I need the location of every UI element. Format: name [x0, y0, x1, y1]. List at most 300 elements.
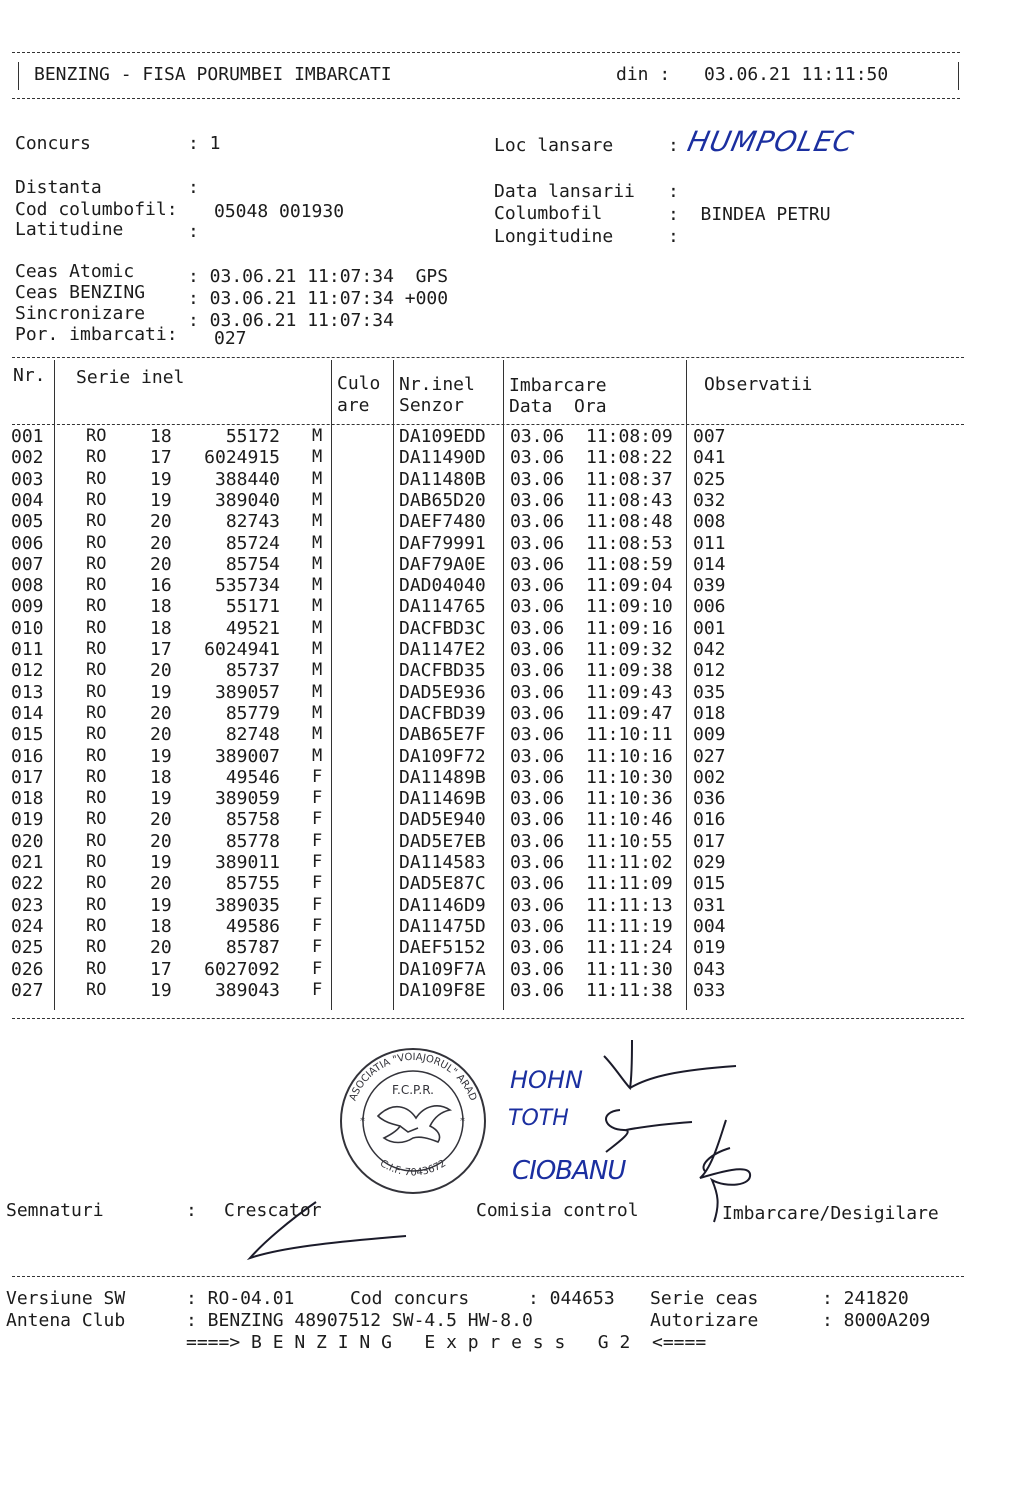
cell-num: 85755 — [225, 873, 280, 895]
table-row — [0, 513, 1024, 534]
table-row — [0, 939, 1024, 960]
cell-sex: F — [312, 830, 323, 851]
cell-tara: RO — [86, 468, 107, 489]
cell-ora: 11:11:09 — [586, 873, 673, 895]
cell-obs: 029 — [693, 852, 726, 873]
cell-ora: 11:11:38 — [586, 979, 673, 1001]
cell-an: 19 — [150, 894, 172, 916]
cell-data: 03.06 — [510, 596, 565, 618]
loc-lansare-colon: : — [668, 135, 679, 156]
table-row — [0, 428, 1024, 449]
cell-senzor: DA11480B — [399, 468, 486, 490]
cell-nr: 013 — [11, 681, 44, 703]
semnaturi-colon: : — [186, 1200, 197, 1221]
cell-nr: 001 — [11, 426, 44, 447]
loc-lansare-label: Loc lansare — [494, 135, 614, 156]
cell-nr: 010 — [11, 617, 44, 639]
cell-data: 03.06 — [510, 511, 565, 533]
cell-an: 18 — [150, 426, 172, 447]
cell-num: 389011 — [214, 852, 280, 873]
cell-num: 85778 — [225, 830, 280, 852]
cell-nr: 006 — [11, 532, 44, 554]
cell-ora: 11:10:30 — [586, 766, 673, 788]
cell-an: 20 — [150, 553, 172, 575]
serie-ceas-label: Serie ceas — [650, 1288, 759, 1309]
cell-num: 49546 — [225, 766, 280, 788]
cell-an: 20 — [150, 511, 172, 533]
cell-senzor: DAEF7480 — [399, 511, 486, 533]
cell-an: 19 — [150, 468, 172, 490]
cell-nr: 012 — [11, 660, 44, 682]
cell-obs: 031 — [693, 894, 726, 916]
cell-ora: 11:09:16 — [586, 617, 673, 639]
table-row — [0, 468, 1024, 492]
cell-tara: RO — [86, 447, 107, 468]
cell-tara: RO — [86, 894, 107, 915]
cell-nr: 024 — [11, 915, 44, 937]
cell-num: 85737 — [225, 660, 280, 682]
table-row — [0, 790, 1024, 811]
porumbei-imbarcati-label: Por. imbarcati: — [15, 324, 178, 345]
benzing-banner: ====> B E N Z I N G E x p r e s s G 2 <==== — [186, 1332, 707, 1353]
cell-nr: 018 — [11, 788, 44, 810]
data-lansarii-label: Data lansarii — [494, 181, 635, 202]
cell-an: 17 — [150, 447, 172, 469]
cell-an: 19 — [150, 852, 172, 873]
cell-num: 85779 — [225, 702, 280, 724]
cell-tara: RO — [86, 852, 107, 872]
cell-senzor: DA109EDD — [399, 426, 486, 447]
header-left-border — [18, 62, 19, 90]
table-row — [0, 915, 1024, 939]
cell-sex: F — [312, 979, 323, 1000]
cell-tara: RO — [86, 702, 107, 723]
cell-tara: RO — [86, 745, 107, 766]
cell-ora: 11:11:19 — [586, 915, 673, 937]
document-title: BENZING - FISA PORUMBEI IMBARCATI — [34, 64, 392, 85]
ceas-atomic-value: : 03.06.21 11:07:34 GPS — [188, 266, 449, 287]
cell-tara: RO — [86, 575, 107, 596]
cell-data: 03.06 — [510, 873, 565, 895]
cell-senzor: DA114765 — [399, 596, 486, 618]
cell-obs: 001 — [693, 617, 726, 639]
cell-senzor: DA1147E2 — [399, 639, 486, 660]
distanta-label: Distanta — [15, 177, 102, 198]
cell-tara: RO — [86, 809, 107, 830]
cell-tara: RO — [86, 788, 107, 809]
cell-ora: 11:09:32 — [586, 639, 673, 660]
cell-an: 17 — [150, 639, 172, 660]
cell-obs: 008 — [693, 511, 726, 533]
cell-data: 03.06 — [510, 617, 565, 639]
cell-sex: M — [312, 575, 323, 596]
cell-an: 16 — [150, 575, 172, 597]
stamp-bottom-text-path: C.I.F. 7043672 — [377, 1158, 449, 1179]
cell-data: 03.06 — [510, 575, 565, 597]
cell-data: 03.06 — [510, 468, 565, 490]
cell-tara: RO — [86, 511, 107, 532]
cell-sex: M — [312, 681, 323, 702]
cell-num: 49521 — [225, 617, 280, 639]
cell-nr: 016 — [11, 745, 44, 767]
cell-senzor: DAEF5152 — [399, 937, 486, 959]
cell-nr: 022 — [11, 873, 44, 895]
col-header-nr: Nr. — [13, 365, 46, 386]
cell-an: 19 — [150, 745, 172, 767]
semnatura-comisia: Comisia control — [476, 1200, 639, 1221]
col-header-nrinel-2: Senzor — [399, 395, 465, 416]
cell-tara: RO — [86, 639, 107, 659]
cell-data: 03.06 — [510, 809, 565, 831]
cell-senzor: DA109F72 — [399, 745, 486, 767]
cell-nr: 020 — [11, 830, 44, 852]
loc-lansare-handwritten: HUMPOLEC — [684, 125, 858, 158]
table-row — [0, 577, 1024, 598]
cell-data: 03.06 — [510, 426, 565, 447]
table-row — [0, 958, 1024, 982]
cell-num: 55171 — [225, 596, 280, 618]
cell-tara: RO — [86, 937, 107, 958]
cell-obs: 041 — [693, 447, 726, 469]
cell-ora: 11:10:46 — [586, 809, 673, 831]
table-row — [0, 598, 1024, 619]
cell-obs: 015 — [693, 873, 726, 895]
semnaturi-label: Semnaturi — [6, 1200, 104, 1221]
cell-obs: 016 — [693, 809, 726, 831]
table-row — [0, 726, 1024, 747]
cell-an: 19 — [150, 681, 172, 703]
cell-an: 20 — [150, 724, 172, 746]
signature-toth — [596, 1100, 696, 1160]
cell-data: 03.06 — [510, 702, 565, 724]
semnatura-crescator: Crescator — [224, 1200, 322, 1221]
cell-num: 82743 — [225, 511, 280, 533]
cell-num: 389043 — [214, 979, 280, 1001]
col-header-imbarcare-2: Data Ora — [509, 396, 607, 417]
print-date-label: din : — [616, 64, 671, 85]
cell-data: 03.06 — [510, 660, 565, 682]
print-date-value: 03.06.21 11:11:50 — [704, 64, 889, 85]
cell-senzor: DAD5E87C — [399, 873, 486, 895]
cell-ora: 11:08:43 — [586, 489, 673, 511]
cell-sex: M — [312, 596, 323, 617]
cell-tara: RO — [86, 489, 107, 510]
cell-obs: 042 — [693, 639, 726, 660]
sincronizare-label: Sincronizare — [15, 303, 146, 324]
cell-senzor: DA109F8E — [399, 979, 486, 1001]
cell-tara: RO — [86, 532, 107, 553]
cell-ora: 11:10:16 — [586, 745, 673, 767]
cell-data: 03.06 — [510, 745, 565, 767]
cell-an: 19 — [150, 788, 172, 810]
cell-tara: RO — [86, 617, 107, 638]
cell-sex: F — [312, 788, 323, 809]
cell-sex: M — [312, 532, 323, 553]
cell-num: 6024915 — [204, 447, 280, 469]
cell-data: 03.06 — [510, 724, 565, 746]
cell-tara: RO — [86, 979, 107, 1000]
cell-sex: F — [312, 958, 323, 979]
cell-sex: M — [312, 553, 323, 574]
cell-obs: 007 — [693, 426, 726, 447]
cell-an: 18 — [150, 766, 172, 788]
cell-tara: RO — [86, 958, 107, 979]
cell-tara: RO — [86, 766, 107, 787]
cell-ora: 11:08:53 — [586, 532, 673, 554]
cell-sex: F — [312, 852, 323, 872]
col-header-serie: Serie inel — [76, 367, 185, 388]
cell-num: 85724 — [225, 532, 280, 554]
cell-senzor: DAF79991 — [399, 532, 486, 554]
cell-nr: 015 — [11, 724, 44, 746]
cell-ora: 11:09:38 — [586, 660, 673, 682]
cell-data: 03.06 — [510, 852, 565, 873]
cell-nr: 004 — [11, 489, 44, 511]
cell-obs: 011 — [693, 532, 726, 554]
cell-ora: 11:08:59 — [586, 553, 673, 575]
cell-num: 49586 — [225, 915, 280, 937]
serie-ceas-value: : 241820 — [822, 1288, 909, 1309]
cell-num: 85754 — [225, 553, 280, 575]
header-top-border — [12, 52, 960, 53]
stamp-star-right: * — [460, 1116, 465, 1127]
cell-ora: 11:08:22 — [586, 447, 673, 469]
cell-nr: 009 — [11, 596, 44, 618]
cell-nr: 025 — [11, 937, 44, 959]
col-header-culoare-2: are — [337, 395, 370, 416]
col-header-observatii: Observatii — [704, 374, 813, 395]
cell-senzor: DAB65D20 — [399, 489, 486, 511]
cell-num: 85787 — [225, 937, 280, 959]
longitudine-label: Longitudine — [494, 226, 614, 247]
cell-obs: 035 — [693, 681, 726, 703]
cell-obs: 032 — [693, 489, 726, 511]
cell-an: 20 — [150, 660, 172, 682]
cell-sex: M — [312, 617, 323, 638]
cell-sex: M — [312, 511, 323, 532]
table-row — [0, 617, 1024, 641]
distanta-value: : — [188, 177, 199, 198]
cell-senzor: DAD5E7EB — [399, 830, 486, 852]
cell-data: 03.06 — [510, 489, 565, 511]
cell-senzor: DAD5E936 — [399, 681, 486, 703]
table-row — [0, 532, 1024, 556]
cell-an: 18 — [150, 596, 172, 618]
cell-sex: F — [312, 915, 323, 936]
cell-data: 03.06 — [510, 639, 565, 660]
cell-num: 535734 — [214, 575, 280, 597]
cell-tara: RO — [86, 724, 107, 745]
cell-sex: F — [312, 894, 323, 915]
cell-senzor: DAD5E940 — [399, 809, 486, 831]
cell-an: 20 — [150, 830, 172, 852]
cell-ora: 11:10:11 — [586, 724, 673, 746]
table-row — [0, 766, 1024, 790]
cell-obs: 018 — [693, 702, 726, 724]
versiune-sw-value: : RO-04.01 — [186, 1288, 295, 1309]
cell-nr: 019 — [11, 809, 44, 831]
cell-senzor: DAD04040 — [399, 575, 486, 597]
cell-ora: 11:09:10 — [586, 596, 673, 618]
cell-tara: RO — [86, 553, 107, 574]
cell-data: 03.06 — [510, 894, 565, 916]
cell-num: 82748 — [225, 724, 280, 746]
cell-obs: 009 — [693, 724, 726, 746]
cell-senzor: DACFBD39 — [399, 702, 486, 724]
cell-sex: M — [312, 447, 323, 468]
cell-nr: 026 — [11, 958, 44, 980]
cell-nr: 005 — [11, 511, 44, 533]
cell-data: 03.06 — [510, 979, 565, 1001]
table-row — [0, 830, 1024, 854]
cell-an: 20 — [150, 937, 172, 959]
cell-sex: F — [312, 766, 323, 787]
cell-sex: M — [312, 489, 323, 510]
cell-ora: 11:08:09 — [586, 426, 673, 447]
cell-data: 03.06 — [510, 830, 565, 852]
table-bottom-border — [12, 1018, 964, 1019]
cell-obs: 039 — [693, 575, 726, 597]
cell-data: 03.06 — [510, 788, 565, 810]
cell-nr: 003 — [11, 468, 44, 490]
autorizare-value: : 8000A209 — [822, 1310, 931, 1331]
cell-tara: RO — [86, 830, 107, 851]
ceas-benzing-value: : 03.06.21 11:07:34 +000 — [188, 288, 449, 309]
cod-concurs-value: : 044653 — [528, 1288, 615, 1309]
cell-obs: 014 — [693, 553, 726, 575]
cell-obs: 017 — [693, 830, 726, 852]
cell-ora: 11:11:02 — [586, 852, 673, 873]
cod-columbofil-label: Cod columbofil: — [15, 199, 178, 220]
cell-ora: 11:11:30 — [586, 958, 673, 980]
cell-sex: F — [312, 809, 323, 830]
cell-data: 03.06 — [510, 766, 565, 788]
table-row — [0, 489, 1024, 513]
cell-tara: RO — [86, 426, 107, 446]
cell-num: 389040 — [214, 489, 280, 511]
cell-num: 6024941 — [204, 639, 280, 660]
columbofil-value: : BINDEA PETRU — [668, 204, 831, 225]
antena-club-value: : BENZING 48907512 SW-4.5 HW-8.0 — [186, 1310, 533, 1331]
latitudine-value: : — [188, 221, 199, 242]
cell-ora: 11:11:24 — [586, 937, 673, 959]
cell-num: 389057 — [214, 681, 280, 703]
cell-sex: M — [312, 426, 323, 446]
cell-sex: M — [312, 702, 323, 723]
cell-num: 389059 — [214, 788, 280, 810]
sincronizare-value: : 03.06.21 11:07:34 — [188, 310, 394, 331]
cell-senzor: DAB65E7F — [399, 724, 486, 746]
cell-ora: 11:10:36 — [586, 788, 673, 810]
table-row — [0, 854, 1024, 875]
cell-an: 17 — [150, 958, 172, 980]
data-lansarii-value: : — [668, 181, 679, 202]
longitudine-value: : — [668, 226, 679, 247]
cell-sex: M — [312, 724, 323, 745]
cell-obs: 002 — [693, 766, 726, 788]
cell-senzor: DACFBD35 — [399, 660, 486, 682]
cell-senzor: DA1146D9 — [399, 894, 486, 916]
cell-an: 20 — [150, 809, 172, 831]
cell-an: 20 — [150, 873, 172, 895]
versiune-sw-label: Versiune SW — [6, 1288, 126, 1309]
cell-num: 85758 — [225, 809, 280, 831]
table-row — [0, 449, 1024, 470]
cell-an: 19 — [150, 489, 172, 511]
cell-data: 03.06 — [510, 553, 565, 575]
cell-senzor: DA114583 — [399, 852, 486, 873]
cell-tara: RO — [86, 915, 107, 936]
table-row — [0, 745, 1024, 769]
stamp-star-left: * — [360, 1116, 365, 1127]
columbofil-label: Columbofil — [494, 203, 603, 224]
cell-ora: 11:11:13 — [586, 894, 673, 916]
cell-ora: 11:09:47 — [586, 702, 673, 724]
association-stamp — [338, 1046, 488, 1196]
porumbei-imbarcati-value: 027 — [214, 328, 247, 349]
cell-sex: M — [312, 468, 323, 489]
cell-ora: 11:08:37 — [586, 468, 673, 490]
table-row — [0, 875, 1024, 896]
header-right-border — [958, 62, 959, 90]
cell-data: 03.06 — [510, 915, 565, 937]
cell-nr: 008 — [11, 575, 44, 597]
cell-nr: 017 — [11, 766, 44, 788]
col-header-nrinel-1: Nr.inel — [399, 374, 475, 395]
cell-an: 18 — [150, 617, 172, 639]
dove-icon — [378, 1106, 450, 1143]
cell-sex: M — [312, 745, 323, 766]
concurs-value: : 1 — [188, 133, 221, 154]
cell-num: 388440 — [214, 468, 280, 490]
cell-an: 20 — [150, 702, 172, 724]
cell-an: 18 — [150, 915, 172, 937]
ceas-benzing-label: Ceas BENZING — [15, 282, 146, 303]
cell-an: 20 — [150, 532, 172, 554]
table-row — [0, 641, 1024, 662]
cell-obs: 036 — [693, 788, 726, 810]
concurs-label: Concurs — [15, 133, 91, 154]
cod-columbofil-value: 05048 001930 — [214, 201, 345, 222]
col-header-imbarcare-1: Imbarcare — [509, 375, 607, 396]
table-row — [0, 894, 1024, 918]
cell-senzor: DA11490D — [399, 447, 486, 469]
table-row — [0, 702, 1024, 726]
cell-nr: 021 — [11, 852, 44, 873]
cell-data: 03.06 — [510, 681, 565, 703]
footer-top-border — [12, 1276, 964, 1277]
table-row — [0, 553, 1024, 577]
cell-senzor: DACFBD3C — [399, 617, 486, 639]
cell-num: 389035 — [214, 894, 280, 916]
cell-sex: F — [312, 873, 323, 894]
cell-tara: RO — [86, 596, 107, 617]
handwritten-name-1: HOHN — [510, 1066, 583, 1094]
cell-senzor: DAF79A0E — [399, 553, 486, 575]
handwritten-name-3: CIOBANU — [512, 1156, 626, 1186]
cell-sex: M — [312, 660, 323, 681]
cell-data: 03.06 — [510, 447, 565, 469]
col-header-culoare-1: Culo — [337, 373, 381, 394]
antena-club-label: Antena Club — [6, 1310, 126, 1331]
cell-data: 03.06 — [510, 958, 565, 980]
stamp-top-text-path: ASOCIATIA "VOIAJORUL" ARAD — [347, 1051, 479, 1103]
table-row — [0, 681, 1024, 705]
cell-nr: 027 — [11, 979, 44, 1001]
stamp-bottom-text — [378, 1158, 448, 1178]
ceas-atomic-label: Ceas Atomic — [15, 261, 135, 282]
cell-obs: 025 — [693, 468, 726, 490]
